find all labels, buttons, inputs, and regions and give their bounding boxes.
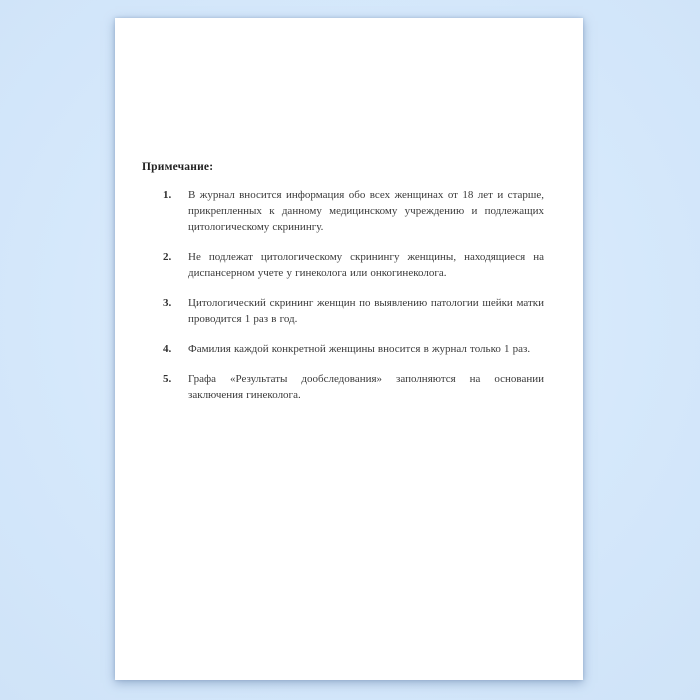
note-text: Графа «Результаты дообследования» заполняются на основании заключения гинеколога. (188, 373, 544, 401)
note-item (142, 249, 544, 281)
note-number: 3. (163, 297, 172, 309)
note-item (142, 341, 544, 357)
note-number: 4. (163, 343, 172, 355)
document-page (115, 18, 583, 680)
note-text: Фамилия каждой конкретной женщины вносится в журнал только 1 раз. (188, 343, 531, 355)
note-number: 5. (163, 373, 172, 385)
note-item (142, 187, 544, 235)
document-content (115, 18, 583, 403)
notes-list (142, 187, 544, 403)
note-item (142, 295, 544, 327)
note-number: 1. (163, 189, 172, 201)
note-number: 2. (163, 251, 172, 263)
note-item (142, 371, 544, 403)
notes-heading: Примечание: (142, 161, 214, 173)
note-text: Не подлежат цитологическому скринингу женщины, находящиеся на диспансерном учете у гинеколога или онкогинеколога. (188, 251, 544, 279)
note-text: Цитологический скрининг женщин по выявлению патологии шейки матки проводится 1 раз в год. (188, 297, 544, 325)
note-text: В журнал вносится информация обо всех женщинах от 18 лет и старше, прикрепленных к данному медицинскому учреждению и подлежащих цитологическому скринингу. (188, 189, 544, 233)
